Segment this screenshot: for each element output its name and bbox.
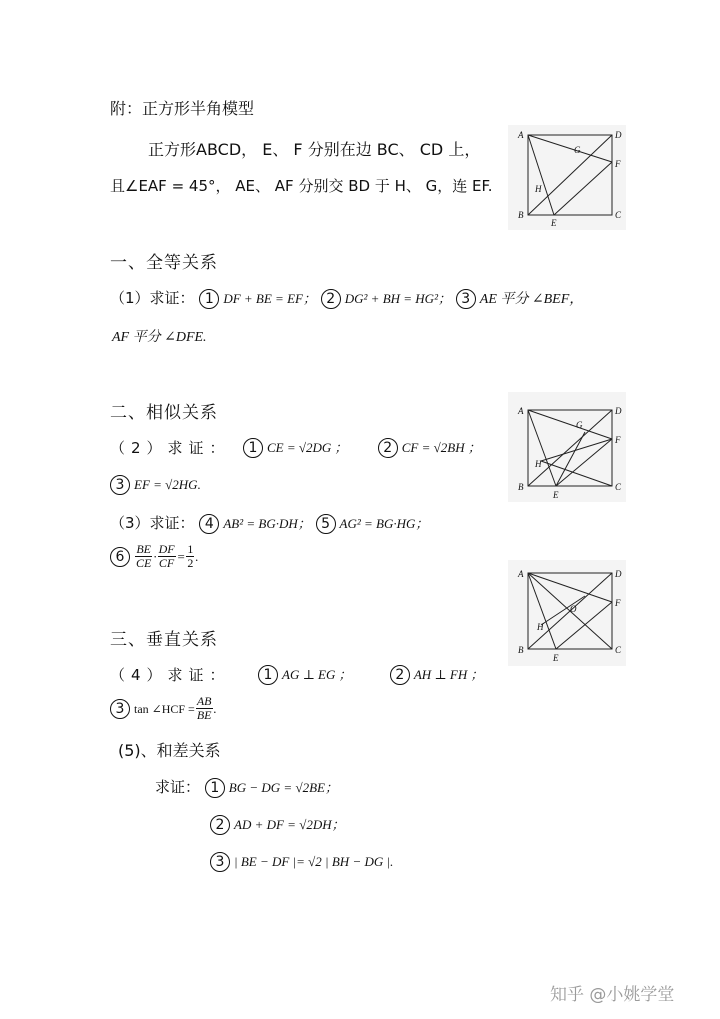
section-2-row-4: 6 $\frac{BE}{CE}$ · $\frac{DF}{CF}$ = $\frac{1}{2}$ . <box>110 543 199 570</box>
claim-ag2: AG² = BG·HG； <box>339 516 429 531</box>
figure-1-square-diagram <box>508 125 626 230</box>
claim-ef: EF = √2HG. <box>134 477 201 492</box>
fig2-label-g: G <box>576 420 583 430</box>
fig3-label-e: E <box>553 653 559 663</box>
claim-3: AE 平分 ∠BEF， <box>479 292 584 307</box>
frac-3-den: 2 <box>187 556 194 570</box>
section-2-row-1-claims <box>243 437 481 458</box>
fig1-label-g: G <box>574 145 581 155</box>
claim-ab2: AB² = BG·DH； <box>223 516 311 531</box>
fig2-label-a: A <box>518 406 524 416</box>
figure-2-square-diagram <box>508 392 626 502</box>
tan-expression: tan ∠HCF = <box>134 702 195 716</box>
section-4-prove: 求证： <box>155 778 201 796</box>
page-title: 附：正方形半角模型 <box>110 99 255 118</box>
claim-2: DG² + BH = HG²； <box>344 291 451 306</box>
section-1-prefix: （1）求证： <box>110 289 195 307</box>
fig1-label-c: C <box>615 210 622 220</box>
fig3-label-c: C <box>615 645 622 655</box>
claim-ag-eg: AG ⊥ EG ； <box>282 667 352 682</box>
fig2-label-f: F <box>615 435 621 445</box>
circle-number: 3 <box>210 852 230 872</box>
claim-ah-fh: AH ⊥ FH ； <box>413 667 484 682</box>
section-4-prefix: （4）求证： <box>110 666 231 684</box>
circle-number: 2 <box>210 815 230 835</box>
fig1-label-d: D <box>615 130 622 140</box>
fig3-label-h: H <box>537 622 544 632</box>
fig2-label-h: H <box>535 459 542 469</box>
fig2-label-b: B <box>518 482 524 492</box>
fig3-label-a: A <box>518 569 524 579</box>
circle-number: 3 <box>110 699 130 719</box>
fig2-label-d: D <box>615 406 622 416</box>
section-1-row <box>110 287 583 309</box>
section-3-row-2: 3 tan ∠HCF = $\frac{AB}{BE}$ . <box>110 695 217 722</box>
figure-3-square-diagram <box>508 560 626 666</box>
circle-number: 3 <box>110 475 130 495</box>
claim-ad-df: AD + DF = √2DH； <box>234 817 345 832</box>
claim-abs: | BE − DF |= √2 | BH − DG |. <box>234 854 394 869</box>
fig1-label-b: B <box>518 210 524 220</box>
circle-number: 2 <box>390 665 410 685</box>
section-2-row-3 <box>110 512 428 534</box>
frac-3-num: 1 <box>187 542 194 556</box>
fig2-label-c: C <box>615 482 622 492</box>
watermark: 知乎 @小姚学堂 <box>550 985 675 1005</box>
fig1-label-e: E <box>551 218 557 228</box>
frac-2-num: DF <box>158 542 175 556</box>
circle-number: 6 <box>110 547 130 567</box>
section-2-row-1 <box>110 437 231 458</box>
fig1-label-a: A <box>518 130 524 140</box>
frac-1-num: BE <box>136 542 151 556</box>
section-4-row-2 <box>210 814 345 835</box>
fig3-label-b: B <box>518 645 524 655</box>
fig2-label-e: E <box>553 490 559 500</box>
section-2-heading: 二、相似关系 <box>110 403 218 423</box>
section-1-continuation: AF 平分 ∠DFE. <box>112 330 207 345</box>
claim-cf: CF = √2BH ； <box>401 440 481 455</box>
section-4-row-3 <box>210 851 393 872</box>
circle-number: 1 <box>205 778 225 798</box>
frac-2-den: CF <box>158 556 175 570</box>
frac-1-den: CE <box>136 556 152 570</box>
fig1-label-f: F <box>615 159 621 169</box>
circle-number: 1 <box>199 289 219 309</box>
section-3-prefix: （3）求证： <box>110 514 195 532</box>
fig3-label-o: O <box>570 604 577 614</box>
intro-line-2: 且∠EAF = 45°， AE、 AF 分别交 BD 于 H、 G，连 EF. <box>110 177 493 195</box>
section-1-heading: 一、全等关系 <box>110 253 218 273</box>
section-2-prefix: （2）求证： <box>110 439 231 457</box>
fig3-label-f: F <box>615 598 621 608</box>
section-3-row-1-claims <box>258 664 483 685</box>
circle-number: 1 <box>258 665 278 685</box>
section-4-heading: (5)、和差关系 <box>118 741 221 760</box>
section-3-heading: 三、垂直关系 <box>110 630 218 650</box>
intro-line-1: 正方形ABCD， E、 F 分别在边 BC、 CD 上， <box>148 140 481 159</box>
tan-frac-num: AB <box>196 694 212 708</box>
section-2-row-2 <box>110 474 201 495</box>
circle-number: 2 <box>378 438 398 458</box>
fig3-label-d: D <box>615 569 622 579</box>
tan-frac-den: BE <box>196 708 212 722</box>
circle-number: 1 <box>243 438 263 458</box>
fig1-label-h: H <box>535 184 542 194</box>
claim-bg-dg: BG − DG = √2BE； <box>228 780 338 795</box>
circle-number: 3 <box>456 289 476 309</box>
circle-number: 2 <box>321 289 341 309</box>
section-4-row-1 <box>155 776 338 798</box>
claim-1: DF + BE = EF； <box>223 291 316 306</box>
claim-ce: CE = √2DG ； <box>267 440 348 455</box>
circle-number: 4 <box>199 514 219 534</box>
circle-number: 5 <box>316 514 336 534</box>
section-3-row-1 <box>110 664 231 685</box>
